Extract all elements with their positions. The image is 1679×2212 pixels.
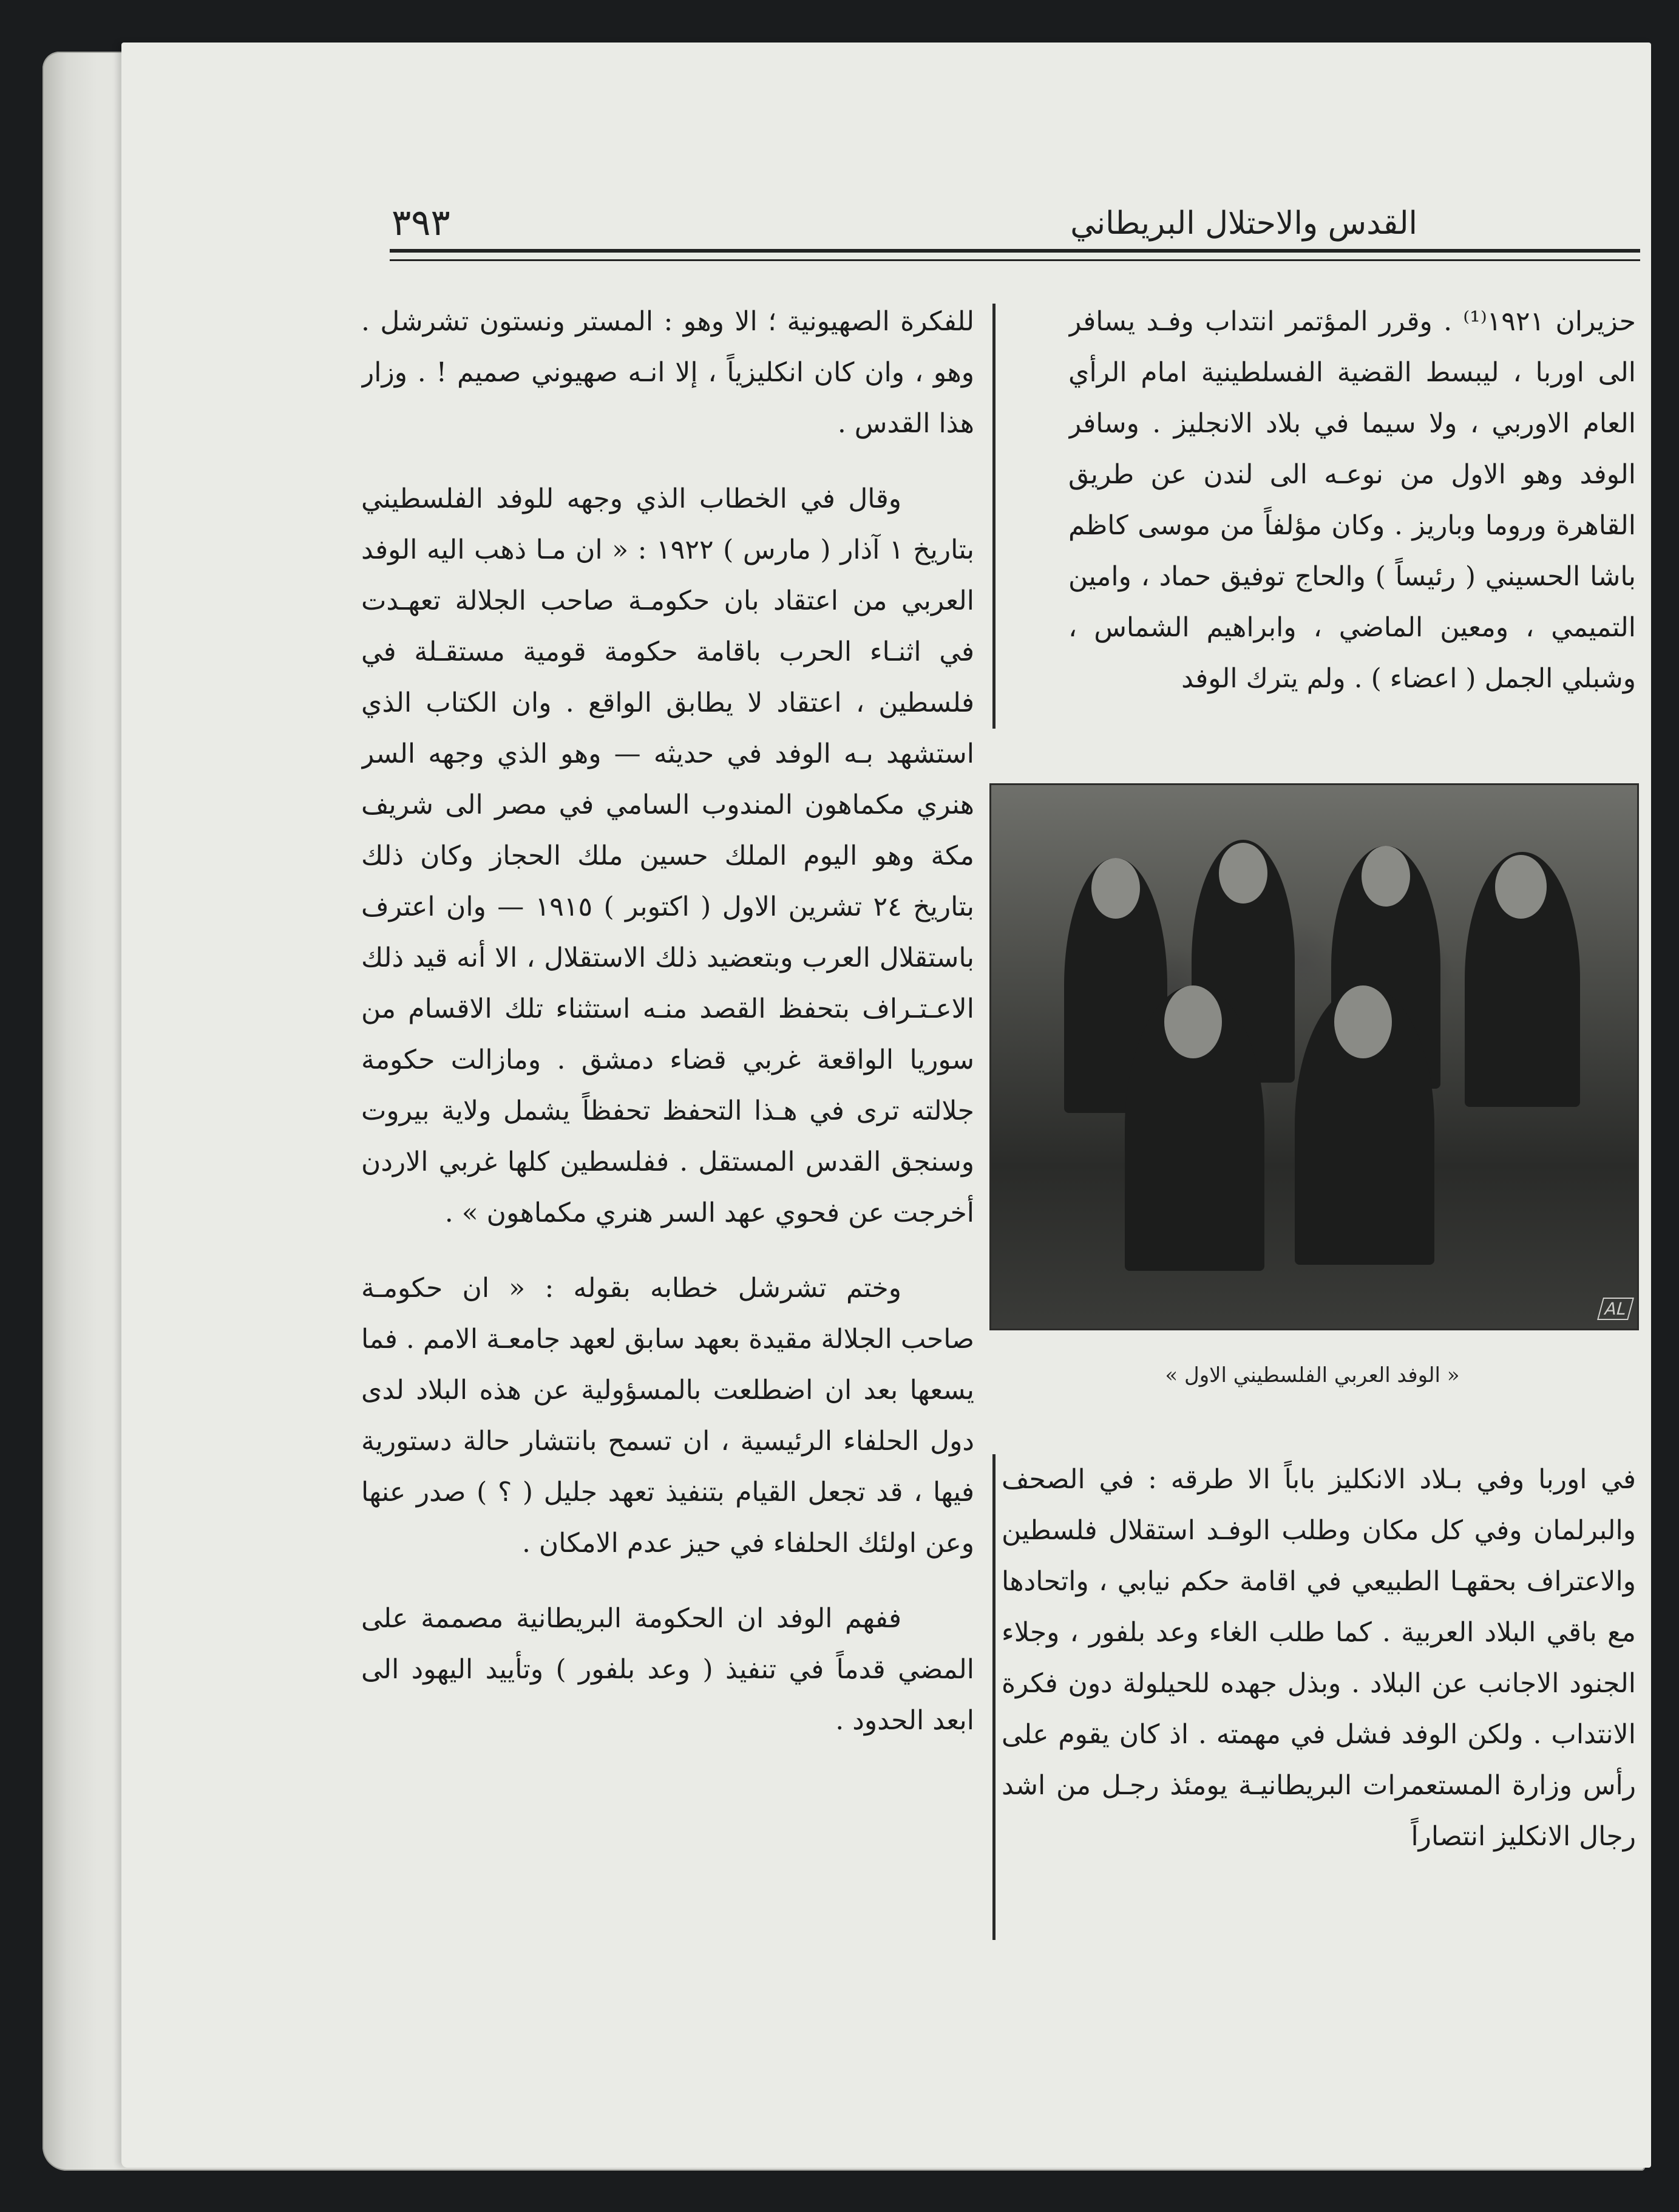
paragraph: وقال في الخطاب الذي وجهه للوفد الفلسطيني بتاريخ ١ آذار ( مارس ) ١٩٢٢ : « ان مـا ذهب اليه الوفد العربي من اعتقاد بان حكومـة صاحب الجلالة تعهـدت في اثنـاء الحرب باقامة حكومة قومية مستقـلة في فلسطين ، اعتقاد لا يطابق الواقع . وان الكتاب الذي استشهد بـه الوفد في حديثه — وهو الذي وجهه السر هنري مكماهون المندوب السامي في مصر الى شريف مكة وهو اليوم الملك حسين ملك الحجاز وكان ذلك بتاريخ ٢٤ تشرين الاول ( اكتوبر ) ١٩١٥ — وان اعترف باستقلال العرب وبتعضيد ذلك الاستقلال ، الا أنه قيد ذلك الاعـتـراف بتحفظ القصد منـه استثناء تلك الاقسام من سوريا الواقعة غربي قضاء دمشق . ومازالت حكومة جلالته ترى في هـذا التحفظ تحفظاً يشمل ولاية بيروت وسنجق القدس المستقل . ففلسطين كلها غربي الاردن أخرجت عن فحوي عهد السر هنري مكماهون » . [361,483,974,1228]
paragraph: ففهم الوفد ان الحكومة البريطانية مصممة على المضي قدماً في تنفيذ ( وعد بلفور ) وتأييد اليهود الى ابعد الحدود . [361,1603,974,1736]
photo-face [1164,985,1222,1058]
left-column-text [361,296,974,1996]
photo-mark: AL [1597,1298,1634,1320]
photo-caption: « الوفد العربي الفلسطيني الاول » [1165,1363,1460,1387]
photo-face [1334,985,1392,1058]
column-divider-bottom [992,1454,996,1940]
page-number: ٣٩٣ [392,202,450,244]
photo-face [1362,846,1410,907]
running-title: القدس والاحتلال البريطاني [1070,205,1417,242]
photo-face [1091,858,1140,919]
photo-face [1495,855,1547,919]
right-column-bottom-text [1002,1454,1636,1964]
header-rule-thin [390,259,1640,261]
column-divider-top [992,304,996,729]
delegation-photo [989,783,1639,1330]
paragraph: حزيران ١٩٢١⁽¹⁾ . وقرر المؤتمر انتداب وفـد يسافر الى اوربا ، ليبسط القضية الفسلطينية امام الرأي العام الاوربي ، ولا سيما في بلاد الانجليز . وسافر الوفد وهو الاول من نوعـه الى لندن عن طريق القاهرة وروما وباريز . وكان مؤلفاً من موسى كاظم باشا الحسيني ( رئيساً ) والحاج توفيق حماد ، وامين التميمي ، ومعين الماضي ، وابراهيم الشماس ، وشبلي الجمل ( اعضاء ) . ولم يترك الوفد [1068,306,1636,694]
paragraph: للفكرة الصهيونية ؛ الا وهو : المستر ونستون تشرشل . وهو ، وان كان انكليزياً ، إلا انـه صهيوني صميم ! . وزار هذا القدس . [361,306,974,439]
paragraph: وختم تشرشل خطابه بقوله : « ان حكومـة صاحب الجلالة مقيدة بعهد سابق لعهد جامعـة الامم . فما يسعها بعد ان اضطلعت بالمسؤولية عن هذه البلاد لدى دول الحلفاء الرئيسية ، ان تسمح بانتشار حالة دستورية فيها ، قد تجعل القيام بتنفيذ تعهد جليل ( ؟ ) صدر عنها وعن اولئك الحلفاء في حيز عدم الامكان . [361,1273,974,1559]
header-rule-thick [390,249,1640,253]
paragraph: في اوربا وفي بـلاد الانكليز باباً الا طرقه : في الصحف والبرلمان وفي كل مكان وطلب الوفـد استقلال فلسطين والاعتراف بحقهـا الطبيعي في اقامة حكم نيابي ، واتحادها مع باقي البلاد العربية . كما طلب الغاء وعد بلفور ، وجلاء الجنود الاجانب عن البلاد . وبذل جهده للحيلولة دون فكرة الانتداب . ولكن الوفد فشل في مهمته . اذ كان يقوم على رأس وزارة المستعمرات البريطانيـة يومئذ رجـل من اشد رجال الانكليز انتصاراً [1002,1464,1636,1852]
right-column-top-text [1068,296,1636,746]
photo-face [1219,843,1267,904]
page-header [261,200,1645,255]
